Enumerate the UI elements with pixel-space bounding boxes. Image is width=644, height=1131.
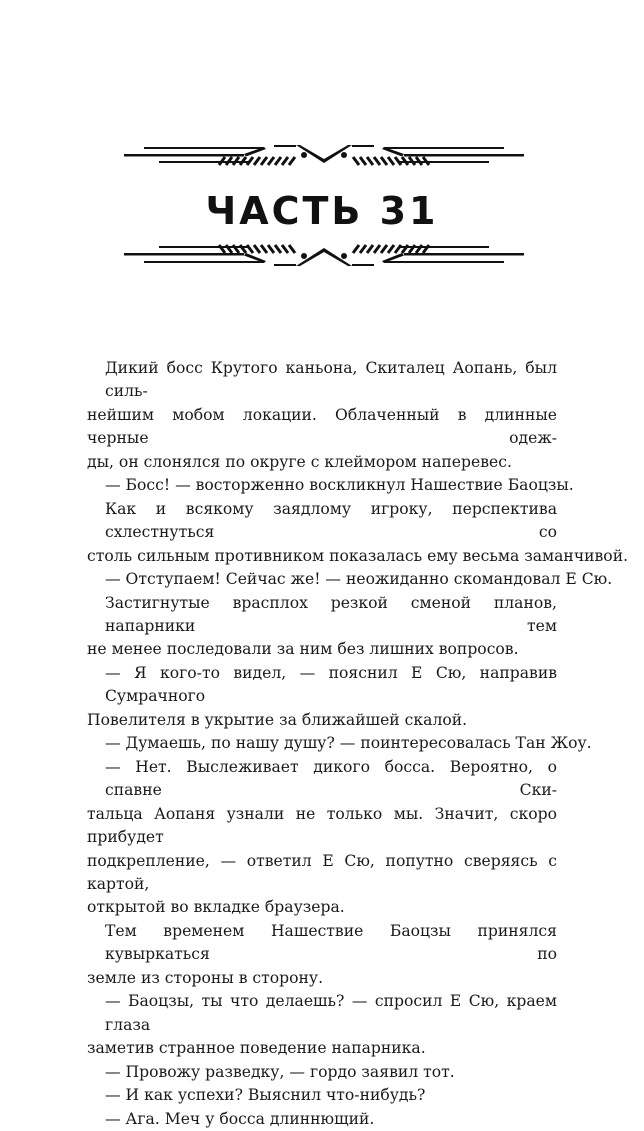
ornament-band-icon — [124, 141, 524, 171]
paragraph — [87, 498, 629, 568]
text-line: ды, он слонялся по округе с клеймором наперевес. — [87, 452, 512, 471]
text-line: нейшим мобом локации. Облаченный в длинные черные одеж- — [87, 405, 557, 448]
paragraph — [87, 1061, 557, 1084]
top-ornament — [124, 141, 524, 171]
paragraph — [87, 592, 557, 662]
text-line: — Нет. Выслеживает дикого босса. Вероятно, о спавне Ски- — [105, 757, 557, 800]
text-line: Повелителя в укрытие за ближайшей скалой. — [87, 710, 468, 729]
paragraph — [87, 1084, 557, 1107]
text-line: Как и всякому заядлому игроку, перспектива схлестнуться со — [105, 499, 557, 542]
text-line: открытой во вкладке браузера. — [87, 898, 345, 917]
paragraph — [87, 568, 613, 591]
paragraph — [87, 756, 557, 920]
paragraph — [87, 357, 557, 474]
paragraph — [87, 732, 592, 755]
text-line: — И как успехи? Выяснил что-нибудь? — [105, 1086, 426, 1105]
text-line: — Провожу разведку, — гордо заявил тот. — [105, 1062, 455, 1081]
text-line: — Баоцзы, ты что делаешь? — спросил Е Сю, краем глаза — [105, 992, 557, 1034]
text-line: — Босс! — восторженно воскликнул Нашествие Баоцзы. — [105, 476, 574, 495]
text-line: — Ага. Меч у босса длиннющий. — [105, 1109, 375, 1128]
text-line: подкрепление, — ответил Е Сю, попутно сверяясь с картой, — [87, 851, 557, 893]
paragraph — [87, 662, 557, 732]
paragraph — [87, 990, 557, 1060]
paragraph — [87, 920, 557, 990]
ornament-band-icon — [124, 240, 524, 270]
text-line: земле из стороны в сторону. — [87, 968, 324, 987]
text-line: — Я кого-то видел, — пояснил Е Сю, направив Сумрачного — [105, 663, 557, 706]
text-line: не менее последовали за ним без лишних вопросов. — [87, 640, 519, 659]
chapter-body — [87, 357, 629, 1131]
text-line: Дикий босс Крутого каньона, Скиталец Аопань, был силь- — [105, 359, 557, 401]
text-line: Тем временем Нашествие Баоцзы принялся кувыркаться по — [105, 921, 557, 964]
chapter-title: ЧАСТЬ 31 — [205, 189, 439, 233]
text-line: — Отступаем! Сейчас же! — неожиданно скомандовал Е Сю. — [105, 570, 613, 589]
text-line: столь сильным противником показалась ему весьма заманчивой. — [87, 546, 629, 565]
paragraph — [87, 1108, 557, 1131]
text-line: заметив странное поведение напарника. — [87, 1039, 426, 1058]
text-line: — Думаешь, по нашу душу? — поинтересовалась Тан Жоу. — [105, 734, 592, 753]
bottom-ornament — [124, 240, 524, 270]
paragraph — [87, 474, 574, 497]
text-line: Застигнутые врасплох резкой сменой планов, напарники тем — [105, 593, 557, 635]
text-line: тальца Аопаня узнали не только мы. Значит, скоро прибудет — [87, 804, 557, 847]
